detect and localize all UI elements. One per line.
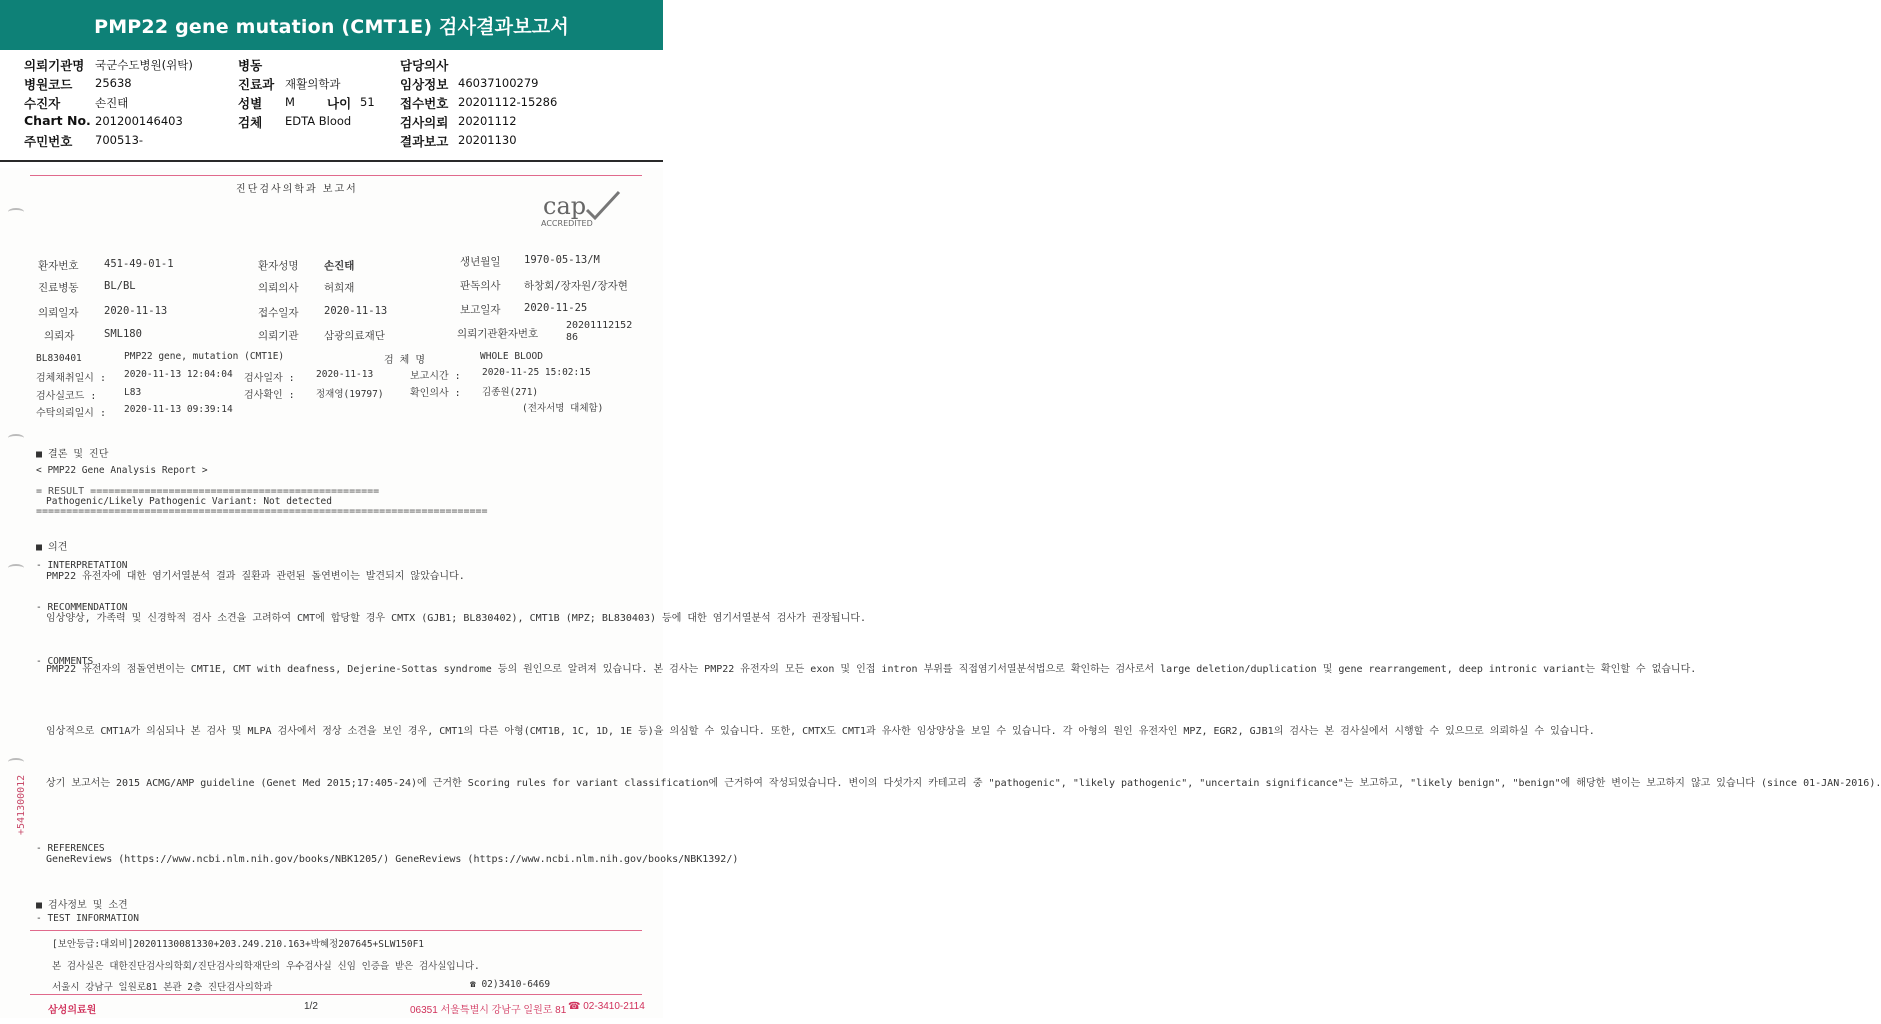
header-value: 51 (360, 95, 375, 109)
header-value: 재활의학과 (285, 77, 341, 91)
field-label: 보고시간 : (410, 371, 461, 382)
section-heading: ■ 의견 (36, 542, 68, 553)
pink-rule (30, 175, 642, 176)
interpretation-label: - INTERPRETATION (36, 560, 128, 571)
info-label: 보고일자 (460, 304, 501, 316)
comments-label: - COMMENTS (36, 656, 94, 667)
report-time: 2020-11-25 15:02:15 (482, 367, 591, 378)
header-label: 병동 (238, 58, 263, 73)
svg-text:ACCREDITED: ACCREDITED (541, 219, 593, 228)
info-label: 생년월일 (460, 256, 501, 268)
header-label: Chart No. (24, 113, 91, 128)
header-label: 검사의뢰 (400, 115, 449, 130)
test-name: PMP22 gene, mutation (CMT1E) (124, 351, 285, 362)
test-confirmer: 정재영(19797) (316, 389, 384, 400)
info-label: 진료병동 (38, 282, 79, 294)
test-code: BL830401 (36, 353, 82, 364)
binder-hole (8, 564, 24, 572)
comments-text: 임상적으로 CMT1A가 의심되나 본 검사 및 MLPA 검사에서 정상 소견을 보인 경우, CMT1의 다른 아형(CMT1B, 1C, 1D, 1E 등)을 의심할 수 있습니다. 또한, CMTX도 CMT1과 유사한 임상양상을 보일 수 있습니다. 각 아형의 원인 유전자인 MPZ, EGR2, GJB1의 검사는 본 검사실에서 시행할 수 있으므로 의뢰하실 수 있습니다. (46, 726, 1595, 737)
report-banner-title: PMP22 gene mutation (CMT1E) 검사결과보고서 (0, 0, 663, 50)
patient-name: 손진태 (324, 260, 355, 272)
report-title: 진단검사의학과 보고서 (236, 184, 358, 195)
info-label: 의뢰자 (44, 330, 75, 342)
info-label: 환자번호 (38, 260, 79, 272)
header-value: 700513- (95, 133, 144, 147)
header-label: 담당의사 (400, 58, 449, 73)
collect-datetime: 2020-11-13 12:04:04 (124, 369, 233, 380)
side-barcode-text: +541300012 (16, 774, 27, 835)
header-label: 결과보고 (400, 134, 449, 149)
header-label: 임상정보 (400, 77, 449, 92)
birth-date: 1970-05-13/M (524, 254, 600, 266)
binder-hole (8, 434, 24, 442)
pink-rule (30, 994, 642, 995)
header-value: M (285, 95, 295, 109)
header-value: 20201112 (458, 114, 517, 128)
scanned-report (0, 168, 1881, 1018)
specimen-value: WHOLE BLOOD (480, 351, 543, 362)
page-number: 1/2 (304, 1001, 318, 1012)
header-value: 20201130 (458, 133, 517, 147)
lab-address: 서울시 강남구 일원로81 본관 2층 진단검사의학과 (52, 982, 273, 993)
patient-number: 451-49-01-1 (104, 258, 174, 270)
result-rule: =========================================================================== (36, 506, 488, 517)
references-label: - REFERENCES (36, 843, 105, 854)
header-value: EDTA Blood (285, 114, 352, 128)
header-label: 진료과 (238, 77, 275, 92)
header-label: 검체 (238, 115, 263, 130)
certification-note: 본 검사실은 대한진단검사의학회/진단검사의학재단의 우수검사실 신임 인증을 받은 검사실입니다. (52, 961, 480, 972)
pink-rule (30, 930, 642, 931)
references-text: GeneReviews (https://www.ncbi.nlm.nih.gov/books/NBK1205/) GeneReviews (https://www.ncbi.nlm.nih.gov/books/NBK1392/) (46, 854, 739, 865)
test-information-label: - TEST INFORMATION (36, 913, 139, 924)
header-label: 성별 (238, 96, 263, 111)
binder-hole (8, 208, 24, 216)
report-subheading: < PMP22 Gene Analysis Report > (36, 465, 208, 476)
section-heading: ■ 검사정보 및 소견 (36, 900, 128, 911)
requesting-doctor: 허희재 (324, 282, 355, 294)
lab-phone: ☎ 02)3410-6469 (470, 979, 551, 990)
field-label: 수탁의뢰일시 : (36, 408, 107, 419)
ward: BL/BL (104, 280, 136, 292)
receive-datetime: 2020-11-13 09:39:14 (124, 404, 233, 415)
cap-accredited-logo (537, 188, 623, 228)
binder-hole (8, 758, 24, 766)
info-label: 의뢰의사 (258, 282, 299, 294)
field-label: 검사확인 : (244, 390, 295, 401)
reading-doctor: 하창회/장자원/장자현 (524, 280, 628, 292)
hospital-address: 06351 서울특별시 강남구 일원로 81 (410, 1005, 567, 1016)
hospital-phone: ☎ 02-3410-2114 (568, 1001, 645, 1012)
recommendation-text: 임상양상, 가족력 및 신경학적 검사 소견을 고려하여 CMT에 합당할 경우 CMTX (GJB1; BL830402), CMT1B (MPZ; BL830403) 등에 대한 염기서열분석 검사가 권장됩니다. (46, 613, 867, 624)
field-label: 확인의사 : (410, 388, 461, 399)
header-value: 46037100279 (458, 76, 539, 90)
institution-patient-number: 2020111215286 (566, 320, 633, 343)
svg-text:cap: cap (543, 192, 587, 220)
header-divider (0, 160, 663, 162)
interpretation-text: PMP22 유전자에 대한 염기서열분석 결과 질환과 관련된 돌연변이는 발견되지 않았습니다. (46, 571, 465, 582)
requesting-institution: 삼광의료재단 (324, 330, 385, 342)
info-label: 접수일자 (258, 307, 299, 319)
recommendation-label: - RECOMMENDATION (36, 602, 128, 613)
e-signature-note: (전자서명 대체함) (522, 403, 604, 414)
report-date: 2020-11-25 (524, 302, 588, 314)
confirming-doctor: 김종원(271) (482, 387, 539, 398)
request-date: 2020-11-13 (104, 305, 168, 317)
field-label: 검체채취일시 : (36, 373, 107, 384)
field-label: 검사실코드 : (36, 391, 97, 402)
header-value: 20201112-15286 (458, 95, 558, 109)
header-label: 접수번호 (400, 96, 449, 111)
info-label: 의뢰기관 (258, 330, 299, 342)
result-label: = RESULT ================================================ (36, 486, 380, 497)
specimen-label: 검 체 명 (384, 355, 426, 366)
header-label: 주민번호 (24, 134, 73, 149)
header-label: 의뢰기관명 (24, 58, 85, 73)
info-label: 의뢰일자 (38, 307, 79, 319)
field-label: 검사일자 : (244, 373, 295, 384)
header-value: 201200146403 (95, 114, 183, 128)
info-label: 환자성명 (258, 260, 299, 272)
comments-text: PMP22 유전자의 점돌연변이는 CMT1E, CMT with deafness, Dejerine-Sottas syndrome 등의 원인으로 알려져 있습니다. 본 검사는 PMP22 유전자의 모든 exon 및 인접 intron 부위를 직접염기서열분석법으로 확인하는 검사로서 large deletion/duplication 및 gene rearrangement, deep intronic variant는 확인할 수 없습니다. (46, 664, 1697, 675)
lab-code: L83 (124, 387, 142, 398)
security-request-line: [보안등급:대외비]20201130081330+203.249.210.163+박혜정207645+SLW150F1 (52, 939, 425, 950)
test-date: 2020-11-13 (316, 369, 374, 380)
info-label: 판독의사 (460, 280, 501, 292)
info-label: 의뢰기관환자번호 (457, 328, 539, 340)
result-text: Pathogenic/Likely Pathogenic Variant: Not detected (46, 496, 332, 507)
header-label: 나이 (327, 96, 352, 111)
receipt-date: 2020-11-13 (324, 305, 388, 317)
requester: SML180 (104, 328, 142, 340)
hospital-brand: 삼성의료원 (48, 1005, 97, 1016)
comments-text: 상기 보고서는 2015 ACMG/AMP guideline (Genet Med 2015;17:405-24)에 근거한 Scoring rules for variant classification에 근거하여 작성되었습니다. 변이의 다섯가지 카테고리 중 "pathogenic", "likely pathogenic", "uncertain significance"는 보고하고, "likely benign", "benign"에 해당한 변이는 보고하지 않고 있습니다 (since 01-JAN-2016). (46, 778, 1881, 789)
header-value: 국군수도병원(위탁) (95, 58, 193, 72)
header-info (0, 56, 663, 156)
header-value: 25638 (95, 76, 132, 90)
section-heading: ■ 결론 및 진단 (36, 449, 109, 460)
header-label: 수진자 (24, 96, 61, 111)
header-value: 손진태 (95, 96, 129, 110)
header-label: 병원코드 (24, 77, 73, 92)
